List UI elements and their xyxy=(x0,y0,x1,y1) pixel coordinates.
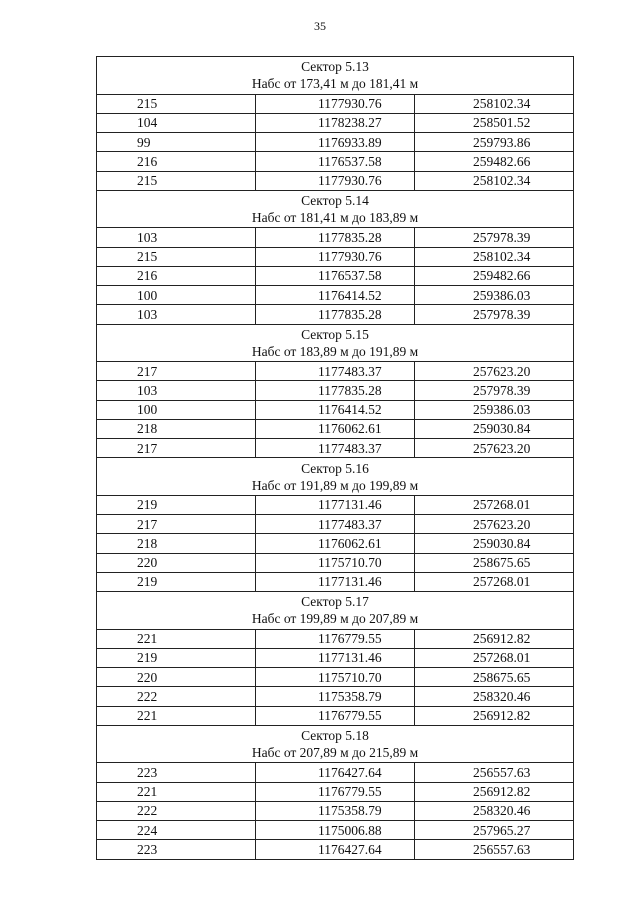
point-number-cell: 219 xyxy=(97,572,256,591)
y-coordinate-cell: 259030.84 xyxy=(415,419,574,438)
sector-title: Сектор 5.14 xyxy=(301,193,369,208)
table-row xyxy=(97,171,574,190)
sector-height-range: Набс от 173,41 м до 181,41 м xyxy=(251,76,419,92)
table-row xyxy=(97,152,574,171)
y-coordinate-cell: 257978.39 xyxy=(415,305,574,324)
point-number-cell: 223 xyxy=(97,763,256,782)
y-coordinate-cell: 258675.65 xyxy=(415,553,574,572)
y-coordinate-cell: 259793.86 xyxy=(415,133,574,152)
sector-title: Сектор 5.16 xyxy=(301,460,369,476)
y-coordinate-cell: 257623.20 xyxy=(415,515,574,534)
point-number-cell: 217 xyxy=(97,515,256,534)
point-number-cell: 223 xyxy=(97,840,256,859)
y-coordinate-cell: 258320.46 xyxy=(415,801,574,820)
x-coordinate-cell: 1177835.28 xyxy=(256,228,415,247)
x-coordinate-cell: 1176062.61 xyxy=(256,419,415,438)
y-coordinate-cell: 256912.82 xyxy=(415,629,574,648)
y-coordinate-cell: 257623.20 xyxy=(415,439,574,458)
point-number-cell: 219 xyxy=(97,495,256,514)
point-number-cell: 221 xyxy=(97,629,256,648)
sector-header-row xyxy=(97,190,574,228)
x-coordinate-cell: 1177930.76 xyxy=(256,247,415,266)
table-row xyxy=(97,113,574,132)
table-row xyxy=(97,553,574,572)
x-coordinate-cell: 1176779.55 xyxy=(256,782,415,801)
y-coordinate-cell: 259030.84 xyxy=(415,534,574,553)
y-coordinate-cell: 257978.39 xyxy=(415,381,574,400)
x-coordinate-cell: 1175358.79 xyxy=(256,801,415,820)
point-number-cell: 216 xyxy=(97,266,256,285)
x-coordinate-cell: 1175710.70 xyxy=(256,553,415,572)
table-row xyxy=(97,133,574,152)
point-number-cell: 215 xyxy=(97,171,256,190)
sector-header xyxy=(97,57,574,95)
y-coordinate-cell: 256912.82 xyxy=(415,706,574,725)
y-coordinate-cell: 257965.27 xyxy=(415,821,574,840)
table-row xyxy=(97,381,574,400)
table-row xyxy=(97,648,574,667)
table-row xyxy=(97,362,574,381)
table-row xyxy=(97,687,574,706)
point-number-cell: 221 xyxy=(97,706,256,725)
point-number-cell: 218 xyxy=(97,534,256,553)
table-row xyxy=(97,400,574,419)
point-number-cell: 220 xyxy=(97,668,256,687)
x-coordinate-cell: 1177930.76 xyxy=(256,171,415,190)
x-coordinate-cell: 1175358.79 xyxy=(256,687,415,706)
x-coordinate-cell: 1177930.76 xyxy=(256,94,415,113)
point-number-cell: 100 xyxy=(97,286,256,305)
x-coordinate-cell: 1177131.46 xyxy=(256,648,415,667)
sector-header-row xyxy=(97,592,574,630)
point-number-cell: 103 xyxy=(97,305,256,324)
table-row xyxy=(97,763,574,782)
y-coordinate-cell: 258675.65 xyxy=(415,668,574,687)
y-coordinate-cell: 257268.01 xyxy=(415,572,574,591)
x-coordinate-cell: 1176427.64 xyxy=(256,840,415,859)
sector-header xyxy=(97,725,574,763)
x-coordinate-cell: 1176427.64 xyxy=(256,763,415,782)
y-coordinate-cell: 259386.03 xyxy=(415,400,574,419)
point-number-cell: 215 xyxy=(97,94,256,113)
sector-title: Сектор 5.15 xyxy=(301,326,369,342)
y-coordinate-cell: 256557.63 xyxy=(415,763,574,782)
point-number-cell: 218 xyxy=(97,419,256,438)
table-row xyxy=(97,840,574,859)
x-coordinate-cell: 1177131.46 xyxy=(256,495,415,514)
point-number-cell: 222 xyxy=(97,801,256,820)
x-coordinate-cell: 1176779.55 xyxy=(256,629,415,648)
point-number-cell: 99 xyxy=(97,133,256,152)
y-coordinate-cell: 256912.82 xyxy=(415,782,574,801)
point-number-cell: 100 xyxy=(97,400,256,419)
table-row xyxy=(97,515,574,534)
table-row xyxy=(97,821,574,840)
point-number-cell: 103 xyxy=(97,381,256,400)
sector-title: Сектор 5.13 xyxy=(301,59,369,75)
table-row xyxy=(97,286,574,305)
sector-header xyxy=(97,458,574,496)
y-coordinate-cell: 258102.34 xyxy=(415,247,574,266)
x-coordinate-cell: 1177131.46 xyxy=(256,572,415,591)
y-coordinate-cell: 259386.03 xyxy=(415,286,574,305)
point-number-cell: 216 xyxy=(97,152,256,171)
table-row xyxy=(97,668,574,687)
y-coordinate-cell: 258320.46 xyxy=(415,687,574,706)
y-coordinate-cell: 258102.34 xyxy=(415,94,574,113)
table-row xyxy=(97,801,574,820)
y-coordinate-cell: 257268.01 xyxy=(415,648,574,667)
x-coordinate-cell: 1177483.37 xyxy=(256,515,415,534)
x-coordinate-cell: 1177483.37 xyxy=(256,362,415,381)
point-number-cell: 103 xyxy=(97,228,256,247)
sector-title: Сектор 5.18 xyxy=(301,728,369,743)
sector-title: Сектор 5.17 xyxy=(301,594,369,610)
x-coordinate-cell: 1176062.61 xyxy=(256,534,415,553)
table-row xyxy=(97,94,574,113)
point-number-cell: 215 xyxy=(97,247,256,266)
x-coordinate-cell: 1177835.28 xyxy=(256,381,415,400)
point-number-cell: 217 xyxy=(97,362,256,381)
table-row xyxy=(97,247,574,266)
y-coordinate-cell: 259482.66 xyxy=(415,152,574,171)
x-coordinate-cell: 1176414.52 xyxy=(256,400,415,419)
table-row xyxy=(97,534,574,553)
y-coordinate-cell: 256557.63 xyxy=(415,840,574,859)
sector-header xyxy=(97,592,574,630)
point-number-cell: 220 xyxy=(97,553,256,572)
y-coordinate-cell: 259482.66 xyxy=(415,266,574,285)
sector-header xyxy=(97,190,574,228)
sector-height-range: Набс от 199,89 м до 207,89 м xyxy=(251,611,419,627)
sector-height-range: Набс от 181,41 м до 183,89 м xyxy=(251,210,419,225)
point-number-cell: 221 xyxy=(97,782,256,801)
sector-header-row xyxy=(97,725,574,763)
sector-header-row xyxy=(97,324,574,362)
table-row xyxy=(97,439,574,458)
x-coordinate-cell: 1175710.70 xyxy=(256,668,415,687)
page-number: 35 xyxy=(314,19,326,33)
point-number-cell: 217 xyxy=(97,439,256,458)
table-row xyxy=(97,706,574,725)
table-row xyxy=(97,629,574,648)
point-number-cell: 224 xyxy=(97,821,256,840)
sector-height-range: Набс от 207,89 м до 215,89 м xyxy=(251,745,419,760)
x-coordinate-cell: 1176537.58 xyxy=(256,152,415,171)
table-row xyxy=(97,228,574,247)
table-row xyxy=(97,782,574,801)
point-number-cell: 219 xyxy=(97,648,256,667)
point-number-cell: 222 xyxy=(97,687,256,706)
y-coordinate-cell: 257623.20 xyxy=(415,362,574,381)
table-row xyxy=(97,419,574,438)
table-row xyxy=(97,495,574,514)
y-coordinate-cell: 258501.52 xyxy=(415,113,574,132)
x-coordinate-cell: 1177835.28 xyxy=(256,305,415,324)
x-coordinate-cell: 1175006.88 xyxy=(256,821,415,840)
x-coordinate-cell: 1176779.55 xyxy=(256,706,415,725)
coordinates-table xyxy=(96,56,574,860)
x-coordinate-cell: 1176414.52 xyxy=(256,286,415,305)
sector-header-row xyxy=(97,458,574,496)
sector-header xyxy=(97,324,574,362)
y-coordinate-cell: 258102.34 xyxy=(415,171,574,190)
table-row xyxy=(97,266,574,285)
x-coordinate-cell: 1178238.27 xyxy=(256,113,415,132)
table-row xyxy=(97,572,574,591)
table-row xyxy=(97,305,574,324)
x-coordinate-cell: 1176537.58 xyxy=(256,266,415,285)
coordinates-table-body xyxy=(97,57,574,860)
point-number-cell: 104 xyxy=(97,113,256,132)
x-coordinate-cell: 1176933.89 xyxy=(256,133,415,152)
sector-header-row xyxy=(97,57,574,95)
sector-height-range: Набс от 191,89 м до 199,89 м xyxy=(251,477,419,493)
x-coordinate-cell: 1177483.37 xyxy=(256,439,415,458)
sector-height-range: Набс от 183,89 м до 191,89 м xyxy=(251,343,419,359)
y-coordinate-cell: 257268.01 xyxy=(415,495,574,514)
y-coordinate-cell: 257978.39 xyxy=(415,228,574,247)
